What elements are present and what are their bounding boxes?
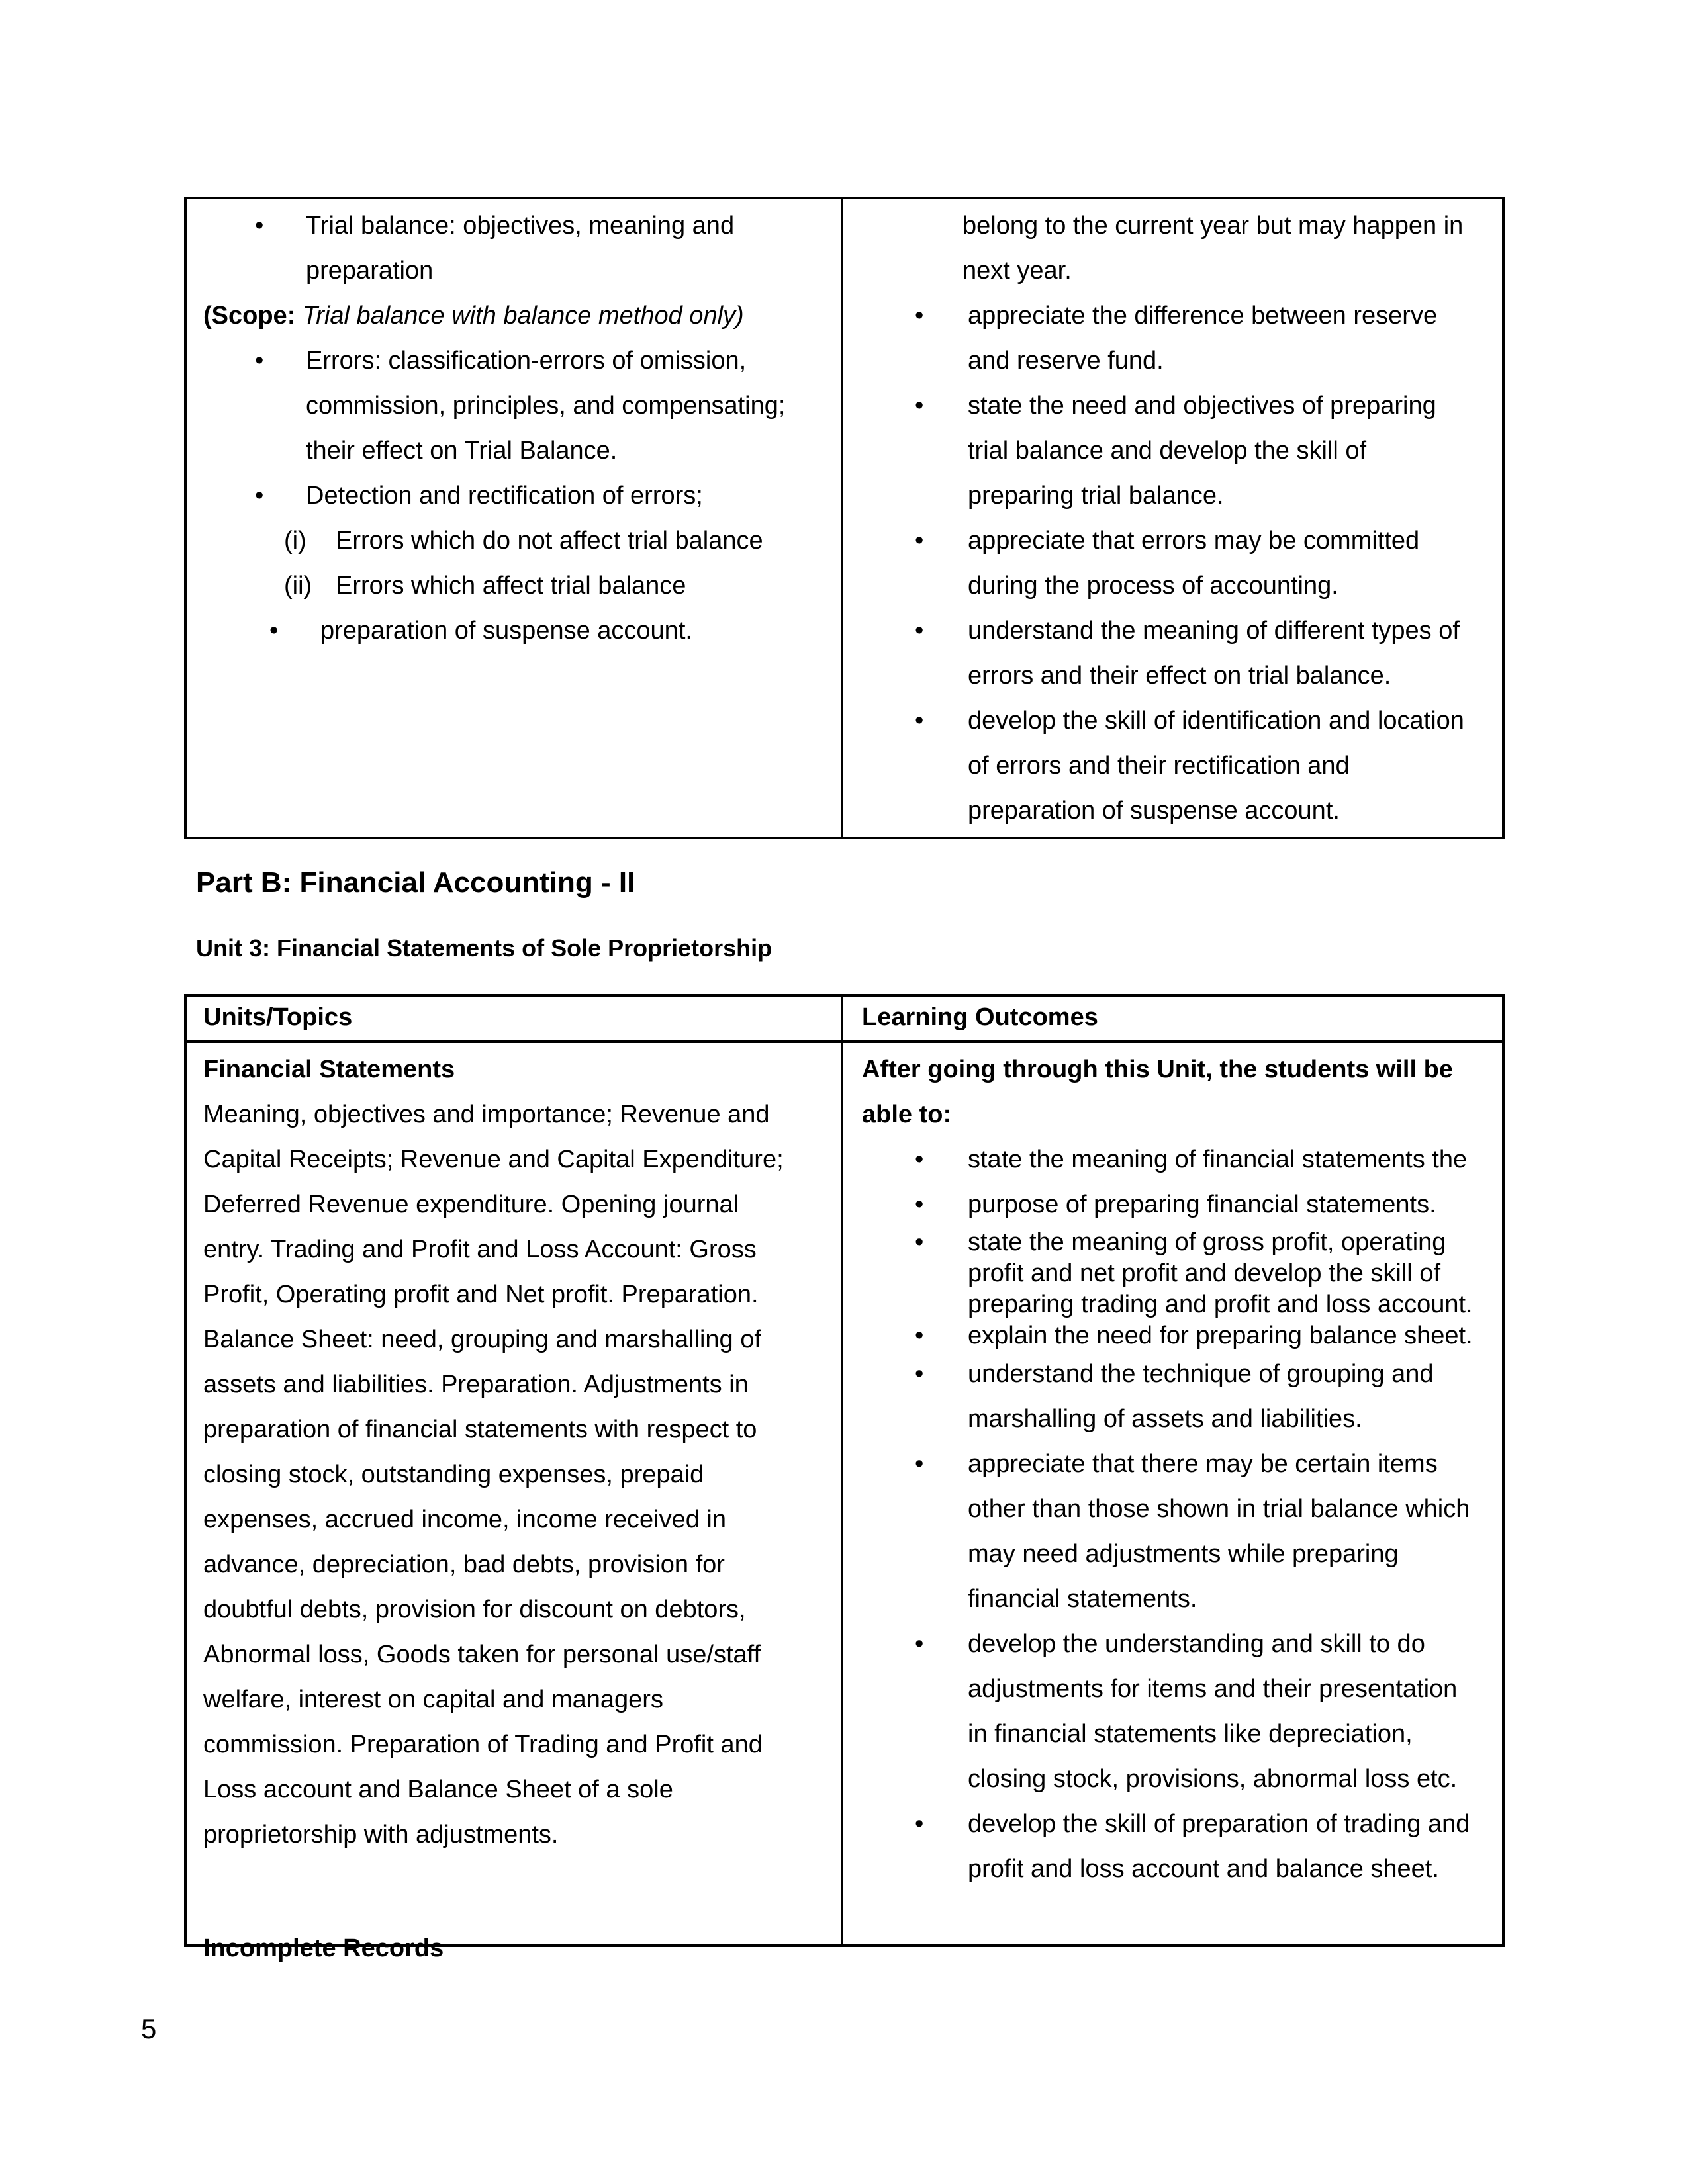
text-line: may need adjustments while preparing	[968, 1540, 1399, 1568]
list-item	[203, 203, 831, 293]
text-line: Trial balance: objectives, meaning and	[306, 212, 735, 240]
bullet-icon: •	[255, 212, 264, 240]
text-line: Profit, Operating profit and Net profit. Preparation.	[203, 1281, 759, 1308]
table-trial-balance	[184, 197, 1505, 839]
bullet-icon: •	[915, 527, 924, 555]
text-line: profit and net profit and develop the skill of	[968, 1259, 1441, 1287]
text-line: understand the technique of grouping and	[968, 1360, 1434, 1388]
text-line: Abnormal loss, Goods taken for personal use/staff	[203, 1641, 761, 1668]
text-segment: )	[735, 302, 744, 330]
text-line: preparation of suspense account.	[968, 797, 1340, 825]
text-line: entry. Trading and Profit and Loss Account: Gross	[203, 1236, 757, 1263]
t1-right-items	[862, 203, 1497, 833]
text-line: of errors and their rectification and	[968, 752, 1350, 780]
text-line: commission. Preparation of Trading and Profit and	[203, 1731, 763, 1758]
bullet-icon: •	[915, 617, 924, 645]
list-item	[203, 473, 831, 518]
bullet-icon: •	[269, 617, 279, 645]
text-line: their effect on Trial Balance.	[306, 437, 618, 465]
bullet-icon: •	[255, 347, 264, 375]
text-line: marshalling of assets and liabilities.	[968, 1405, 1362, 1433]
list-item	[862, 1137, 1497, 1182]
text-segment: Trial balance with balance method only	[302, 302, 736, 330]
table-row	[187, 1043, 1502, 1962]
text-line: Capital Receipts; Revenue and Capital Expenditure;	[203, 1146, 784, 1173]
text-line: trial balance and develop the skill of	[968, 437, 1367, 465]
text-line: preparing trial balance.	[968, 482, 1224, 510]
t1-units-topics-cell	[187, 199, 841, 837]
text-line: Meaning, objectives and importance; Revenue and	[203, 1101, 770, 1128]
text-line: doubtful debts, provision for discount on debtors,	[203, 1596, 746, 1623]
list-item	[203, 293, 831, 338]
text-line: appreciate that errors may be committed	[968, 527, 1420, 555]
text-line: expenses, accrued income, income received in	[203, 1506, 726, 1533]
list-item	[862, 1047, 1497, 1137]
column-header-units-topics: Units/Topics	[203, 1003, 353, 1031]
section-title: Financial Statements	[203, 1056, 455, 1083]
t1-left-items	[203, 203, 831, 653]
bullet-icon: •	[915, 1360, 924, 1388]
text-line: preparing trading and profit and loss account.	[968, 1291, 1473, 1318]
list-item	[862, 1351, 1497, 1441]
list-marker: (ii)	[284, 572, 312, 600]
list-item	[862, 1182, 1497, 1227]
bullet-icon: •	[915, 1810, 924, 1838]
text-line: advance, depreciation, bad debts, provision for	[203, 1551, 725, 1578]
list-item	[203, 608, 831, 653]
text-line: preparation of suspense account.	[320, 617, 692, 645]
section-subtitle: Incomplete Records	[203, 1934, 444, 1962]
text-line: state the need and objectives of preparing	[968, 392, 1436, 420]
text-line: develop the understanding and skill to do	[968, 1630, 1425, 1658]
text-line: purpose of preparing financial statements.	[968, 1191, 1436, 1218]
bullet-icon: •	[915, 1322, 924, 1349]
text-line: proprietorship with adjustments.	[203, 1821, 559, 1848]
text-line: financial statements.	[968, 1585, 1197, 1613]
t1-learning-outcomes-cell	[841, 199, 1502, 837]
sub-list-item	[203, 563, 831, 608]
bullet-icon: •	[915, 1450, 924, 1478]
text-line: belong to the current year but may happen in	[962, 212, 1464, 240]
bullet-icon: •	[915, 302, 924, 330]
text-line: Errors which do not affect trial balance	[336, 527, 763, 555]
t2-learning-outcomes-cell	[841, 1043, 1502, 1944]
text-line: state the meaning of financial statements the	[968, 1146, 1468, 1173]
unit-subtitle: Unit 3: Financial Statements of Sole Proprietorship	[196, 934, 773, 962]
list-item	[862, 1227, 1497, 1320]
bullet-icon: •	[915, 1146, 924, 1173]
list-marker: (i)	[284, 527, 306, 555]
list-item	[862, 608, 1497, 698]
list-item	[203, 1092, 831, 1857]
bullet-icon: •	[255, 482, 264, 510]
page-number: 5	[141, 2013, 157, 2044]
text-line: After going through this Unit, the students will be	[862, 1056, 1453, 1083]
text-line: commission, principles, and compensating;	[306, 392, 786, 420]
table-row	[187, 199, 1502, 837]
list-item	[862, 293, 1497, 383]
text-line: in financial statements like depreciation,	[968, 1720, 1413, 1748]
text-line: closing stock, provisions, abnormal loss etc.	[968, 1765, 1458, 1793]
text-segment: (Scope:	[203, 302, 303, 330]
bullet-icon: •	[915, 1191, 924, 1218]
list-item	[862, 1801, 1497, 1891]
list-item	[203, 338, 831, 473]
table-financial-statements	[184, 994, 1505, 1962]
text-line: errors and their effect on trial balance.	[968, 662, 1391, 690]
text-line: preparation	[306, 257, 434, 285]
column-header-learning-outcomes: Learning Outcomes	[841, 997, 1502, 1040]
text-line: Errors: classification-errors of omission,	[306, 347, 747, 375]
text-line: other than those shown in trial balance which	[968, 1495, 1470, 1523]
list-item	[862, 698, 1497, 833]
text-line: profit and loss account and balance sheet.	[968, 1855, 1439, 1883]
text-line: appreciate the difference between reserve	[968, 302, 1438, 330]
text-line: appreciate that there may be certain items	[968, 1450, 1438, 1478]
t2-right-items	[862, 1047, 1497, 1891]
list-item	[862, 383, 1497, 518]
bullet-icon: •	[915, 1228, 924, 1256]
text-line: develop the skill of identification and location	[968, 707, 1464, 735]
bullet-icon: •	[915, 1630, 924, 1658]
text-line: Deferred Revenue expenditure. Opening journal	[203, 1191, 739, 1218]
list-item	[862, 1441, 1497, 1621]
list-item	[862, 518, 1497, 608]
text-line: Loss account and Balance Sheet of a sole	[203, 1776, 673, 1803]
bullet-icon: •	[915, 707, 924, 735]
text-line	[203, 293, 831, 338]
bullet-icon: •	[915, 392, 924, 420]
text-line: next year.	[962, 257, 1072, 285]
text-line: able to:	[862, 1101, 952, 1128]
text-line: during the process of accounting.	[968, 572, 1338, 600]
text-line: welfare, interest on capital and managers	[203, 1686, 663, 1713]
sub-list-item	[203, 518, 831, 563]
text-line: Detection and rectification of errors;	[306, 482, 703, 510]
t2-units-topics-cell	[187, 1043, 841, 1962]
table-header-row	[187, 997, 1502, 1043]
text-line: develop the skill of preparation of trading and	[968, 1810, 1470, 1838]
text-line: understand the meaning of different types of	[968, 617, 1460, 645]
list-item	[862, 1320, 1497, 1351]
list-item	[862, 1621, 1497, 1801]
list-item	[862, 203, 1497, 293]
text-line: adjustments for items and their presentation	[968, 1675, 1458, 1703]
text-line: Errors which affect trial balance	[336, 572, 686, 600]
text-line: closing stock, outstanding expenses, prepaid	[203, 1461, 704, 1488]
text-line: assets and liabilities. Preparation. Adjustments in	[203, 1371, 749, 1398]
t2-left-paragraph	[203, 1092, 831, 1857]
page-title: Part B: Financial Accounting - II	[196, 866, 635, 899]
text-line: preparation of financial statements with respect to	[203, 1416, 757, 1443]
text-line: Balance Sheet: need, grouping and marshalling of	[203, 1326, 761, 1353]
text-line: state the meaning of gross profit, operating	[968, 1228, 1446, 1256]
text-line: explain the need for preparing balance sheet.	[968, 1322, 1473, 1349]
text-line: and reserve fund.	[968, 347, 1164, 375]
